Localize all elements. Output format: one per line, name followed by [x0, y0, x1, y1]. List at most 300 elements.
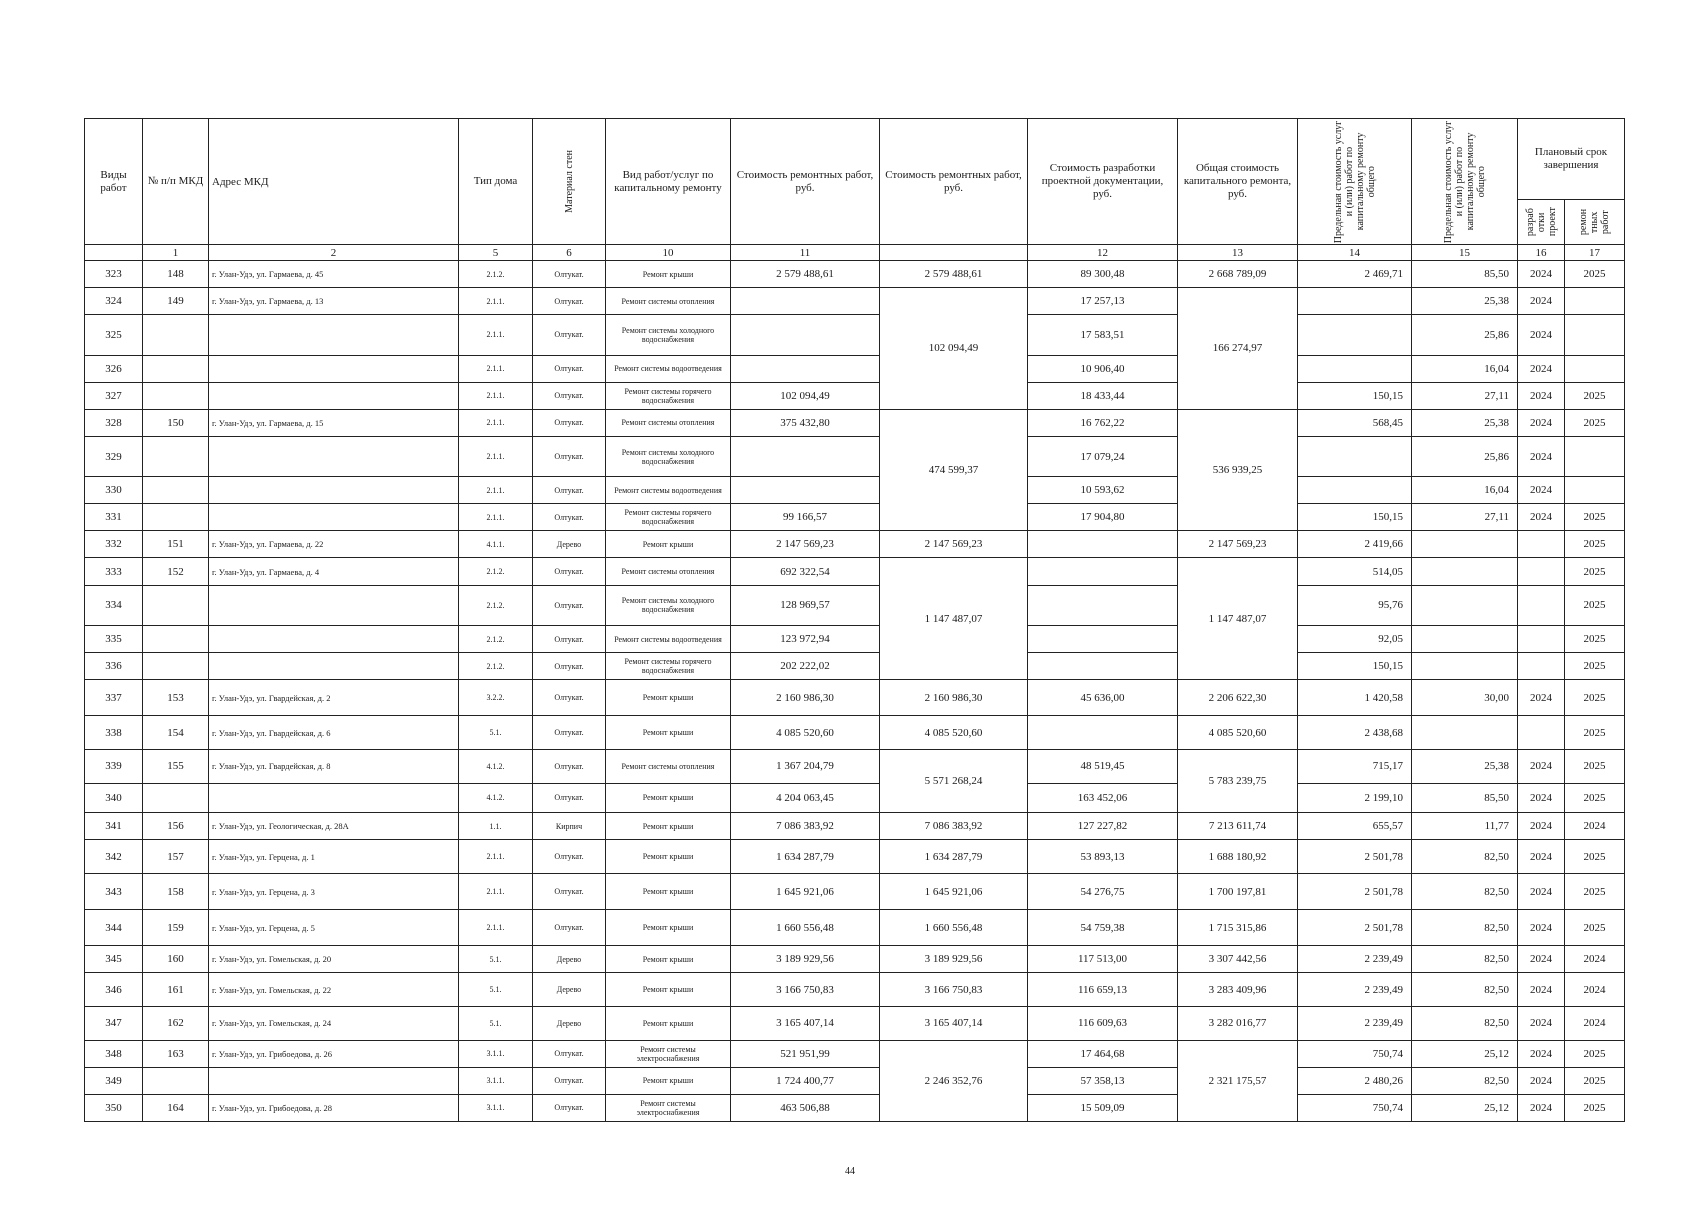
limit-cost-2: 82,50: [1412, 873, 1518, 909]
limit-cost-1: 750,74: [1298, 1094, 1412, 1121]
address: [209, 436, 459, 477]
row-number: 338: [85, 716, 143, 750]
table-row: [85, 653, 1625, 680]
table-row: [85, 382, 1625, 409]
wall-material: Олтукат.: [533, 716, 606, 750]
total-cost: 2 321 175,57: [1178, 1040, 1298, 1121]
limit-cost-1: 2 239,49: [1298, 1006, 1412, 1040]
design-cost: 117 513,00: [1028, 946, 1178, 973]
limit-cost-1: 2 480,26: [1298, 1067, 1412, 1094]
work-type: Ремонт системы отопления: [606, 409, 731, 436]
row-number: 345: [85, 946, 143, 973]
deadline-works: 2025: [1565, 716, 1625, 750]
limit-cost-1: 2 469,71: [1298, 260, 1412, 287]
deadline-design: 2024: [1518, 813, 1565, 840]
house-type: 2.1.2.: [459, 626, 533, 653]
limit-cost-2: 25,12: [1412, 1040, 1518, 1067]
house-type: 1.1.: [459, 813, 533, 840]
wall-material: Олтукат.: [533, 409, 606, 436]
design-cost: 16 762,22: [1028, 409, 1178, 436]
repair-cost: 7 086 383,92: [731, 813, 880, 840]
deadline-design: 2024: [1518, 1040, 1565, 1067]
wall-material: Олтукат.: [533, 1094, 606, 1121]
row-number: 337: [85, 680, 143, 716]
row-number: 331: [85, 504, 143, 531]
house-type: 2.1.2.: [459, 558, 533, 585]
header-adres: Адрес МКД: [209, 119, 459, 245]
wall-material: Олтукат.: [533, 910, 606, 946]
limit-cost-2: 82,50: [1412, 1067, 1518, 1094]
header-obshaya: Общая стоимость капитального ремонта, руб.: [1178, 119, 1298, 245]
deadline-works: 2024: [1565, 1006, 1625, 1040]
deadline-design: [1518, 585, 1565, 626]
deadline-design: 2024: [1518, 260, 1565, 287]
limit-cost-2: [1412, 626, 1518, 653]
address: г. Улан-Удэ, ул. Гомельская, д. 20: [209, 946, 459, 973]
wall-material: Олтукат.: [533, 260, 606, 287]
address: г. Улан-Удэ, ул. Гвардейская, д. 6: [209, 716, 459, 750]
table-row: [85, 750, 1625, 784]
design-cost: 53 893,13: [1028, 840, 1178, 874]
column-number: 6: [533, 245, 606, 261]
mkd-number: [143, 585, 209, 626]
deadline-design: [1518, 653, 1565, 680]
table-row: [85, 716, 1625, 750]
repair-cost: 1 660 556,48: [731, 910, 880, 946]
table-row: [85, 910, 1625, 946]
work-type: Ремонт крыши: [606, 946, 731, 973]
row-number: 330: [85, 477, 143, 504]
design-cost: 10 593,62: [1028, 477, 1178, 504]
limit-cost-1: [1298, 315, 1412, 356]
address: г. Улан-Удэ, ул. Герцена, д. 1: [209, 840, 459, 874]
design-cost: 48 519,45: [1028, 750, 1178, 784]
deadline-design: 2024: [1518, 840, 1565, 874]
mkd-number: 164: [143, 1094, 209, 1121]
mkd-number: 149: [143, 288, 209, 315]
total-cost: 2 668 789,09: [1178, 260, 1298, 287]
deadline-design: 2024: [1518, 504, 1565, 531]
wall-material: Олтукат.: [533, 585, 606, 626]
limit-cost-1: 2 438,68: [1298, 716, 1412, 750]
address: г. Улан-Удэ, ул. Гармаева, д. 13: [209, 288, 459, 315]
table-row: [85, 840, 1625, 874]
address: г. Улан-Удэ, ул. Герцена, д. 3: [209, 873, 459, 909]
work-type: Ремонт системы горячего водоснабжения: [606, 504, 731, 531]
row-number: 327: [85, 382, 143, 409]
row-number: 325: [85, 315, 143, 356]
page-number: 44: [845, 1166, 855, 1177]
column-number: 15: [1412, 245, 1518, 261]
deadline-works: 2024: [1565, 946, 1625, 973]
mkd-number: 162: [143, 1006, 209, 1040]
deadline-works: 2025: [1565, 585, 1625, 626]
wall-material: Олтукат.: [533, 680, 606, 716]
row-number: 328: [85, 409, 143, 436]
house-type: 2.1.1.: [459, 382, 533, 409]
limit-cost-1: 2 501,78: [1298, 910, 1412, 946]
column-number: 16: [1518, 245, 1565, 261]
mkd-number: 148: [143, 260, 209, 287]
header-srok-proekt: разраб отки проект: [1518, 200, 1565, 245]
header-stoim-proekt: Стоимость разработки проектной документации, руб.: [1028, 119, 1178, 245]
work-type: Ремонт крыши: [606, 910, 731, 946]
house-type: 2.1.1.: [459, 315, 533, 356]
column-number: 1: [143, 245, 209, 261]
total-cost: 3 283 409,96: [1178, 973, 1298, 1007]
mkd-number: [143, 1067, 209, 1094]
repair-cost-total: 474 599,37: [880, 409, 1028, 531]
row-number: 340: [85, 783, 143, 812]
limit-cost-2: [1412, 716, 1518, 750]
house-type: 3.1.1.: [459, 1040, 533, 1067]
limit-cost-2: [1412, 585, 1518, 626]
wall-material: Олтукат.: [533, 382, 606, 409]
column-number: 11: [731, 245, 880, 261]
house-type: 2.1.1.: [459, 910, 533, 946]
deadline-works: 2025: [1565, 382, 1625, 409]
mkd-number: [143, 315, 209, 356]
work-type: Ремонт системы отопления: [606, 288, 731, 315]
mkd-number: 153: [143, 680, 209, 716]
header-srok: Плановый срок завершения: [1518, 119, 1625, 200]
mkd-number: [143, 382, 209, 409]
document-page: [84, 118, 1624, 1122]
wall-material: Олтукат.: [533, 436, 606, 477]
deadline-works: [1565, 355, 1625, 382]
wall-material: Олтукат.: [533, 653, 606, 680]
total-cost: 3 307 442,56: [1178, 946, 1298, 973]
design-cost: 18 433,44: [1028, 382, 1178, 409]
mkd-number: [143, 477, 209, 504]
table-row: [85, 585, 1625, 626]
work-type: Ремонт системы электроснабжения: [606, 1094, 731, 1121]
table-row: [85, 504, 1625, 531]
design-cost: 45 636,00: [1028, 680, 1178, 716]
work-type: Ремонт крыши: [606, 1006, 731, 1040]
mkd-number: 150: [143, 409, 209, 436]
limit-cost-2: 25,86: [1412, 315, 1518, 356]
deadline-works: 2025: [1565, 531, 1625, 558]
limit-cost-1: 150,15: [1298, 504, 1412, 531]
work-type: Ремонт системы холодного водоснабжения: [606, 436, 731, 477]
limit-cost-1: 2 419,66: [1298, 531, 1412, 558]
deadline-works: 2025: [1565, 504, 1625, 531]
address: [209, 653, 459, 680]
column-number: 14: [1298, 245, 1412, 261]
work-type: Ремонт крыши: [606, 873, 731, 909]
address: г. Улан-Удэ, ул. Гармаева, д. 15: [209, 409, 459, 436]
work-type: Ремонт системы холодного водоснабжения: [606, 585, 731, 626]
address: [209, 1067, 459, 1094]
design-cost: [1028, 626, 1178, 653]
design-cost: 116 659,13: [1028, 973, 1178, 1007]
repair-cost-total: 5 571 268,24: [880, 750, 1028, 813]
design-cost: 54 759,38: [1028, 910, 1178, 946]
address: г. Улан-Удэ, ул. Геологическая, д. 28А: [209, 813, 459, 840]
deadline-works: 2025: [1565, 840, 1625, 874]
design-cost: 15 509,09: [1028, 1094, 1178, 1121]
deadline-works: [1565, 477, 1625, 504]
row-number: 342: [85, 840, 143, 874]
limit-cost-2: 82,50: [1412, 973, 1518, 1007]
column-number: 13: [1178, 245, 1298, 261]
table-row: [85, 946, 1625, 973]
work-type: Ремонт системы водоотведения: [606, 477, 731, 504]
limit-cost-2: 82,50: [1412, 946, 1518, 973]
total-cost: 5 783 239,75: [1178, 750, 1298, 813]
limit-cost-2: 16,04: [1412, 477, 1518, 504]
total-cost: 166 274,97: [1178, 288, 1298, 410]
address: г. Улан-Удэ, ул. Гармаева, д. 45: [209, 260, 459, 287]
work-type: Ремонт системы водоотведения: [606, 626, 731, 653]
row-number: 323: [85, 260, 143, 287]
repair-cost: [731, 436, 880, 477]
work-type: Ремонт системы горячего водоснабжения: [606, 382, 731, 409]
design-cost: 89 300,48: [1028, 260, 1178, 287]
limit-cost-2: 25,38: [1412, 409, 1518, 436]
deadline-works: 2025: [1565, 626, 1625, 653]
repair-cost: 1 634 287,79: [731, 840, 880, 874]
house-type: 2.1.1.: [459, 873, 533, 909]
repair-cost: 123 972,94: [731, 626, 880, 653]
column-number: [880, 245, 1028, 261]
design-cost: [1028, 653, 1178, 680]
row-number: 335: [85, 626, 143, 653]
header-tip: Тип дома: [459, 119, 533, 245]
work-type: Ремонт крыши: [606, 531, 731, 558]
wall-material: Олтукат.: [533, 840, 606, 874]
design-cost: 57 358,13: [1028, 1067, 1178, 1094]
deadline-works: 2025: [1565, 260, 1625, 287]
wall-material: Олтукат.: [533, 477, 606, 504]
row-number: 349: [85, 1067, 143, 1094]
mkd-number: [143, 436, 209, 477]
address: [209, 626, 459, 653]
wall-material: Олтукат.: [533, 1067, 606, 1094]
repair-cost: 102 094,49: [731, 382, 880, 409]
work-type: Ремонт крыши: [606, 973, 731, 1007]
row-number: 333: [85, 558, 143, 585]
work-type: Ремонт крыши: [606, 840, 731, 874]
limit-cost-2: 82,50: [1412, 840, 1518, 874]
house-type: 5.1.: [459, 1006, 533, 1040]
mkd-number: 152: [143, 558, 209, 585]
repair-cost-total: 3 165 407,14: [880, 1006, 1028, 1040]
deadline-design: [1518, 626, 1565, 653]
wall-material: Олтукат.: [533, 873, 606, 909]
limit-cost-2: 11,77: [1412, 813, 1518, 840]
mkd-number: [143, 355, 209, 382]
address: г. Улан-Удэ, ул. Грибоедова, д. 26: [209, 1040, 459, 1067]
mkd-number: [143, 626, 209, 653]
mkd-number: 154: [143, 716, 209, 750]
table-row: [85, 260, 1625, 287]
deadline-works: 2025: [1565, 680, 1625, 716]
limit-cost-1: 150,15: [1298, 382, 1412, 409]
limit-cost-1: 2 501,78: [1298, 840, 1412, 874]
deadline-design: 2024: [1518, 355, 1565, 382]
design-cost: [1028, 558, 1178, 585]
work-type: Ремонт системы отопления: [606, 558, 731, 585]
design-cost: 116 609,63: [1028, 1006, 1178, 1040]
repair-cost-total: 102 094,49: [880, 288, 1028, 410]
total-cost: 2 147 569,23: [1178, 531, 1298, 558]
table-row: [85, 436, 1625, 477]
repair-cost: 1 367 204,79: [731, 750, 880, 784]
wall-material: Дерево: [533, 946, 606, 973]
deadline-works: 2024: [1565, 813, 1625, 840]
row-number: 324: [85, 288, 143, 315]
total-cost: 3 282 016,77: [1178, 1006, 1298, 1040]
design-cost: 54 276,75: [1028, 873, 1178, 909]
wall-material: Кирпич: [533, 813, 606, 840]
header-vidy: Виды работ: [85, 119, 143, 245]
repair-cost-total: 1 645 921,06: [880, 873, 1028, 909]
house-type: 2.1.2.: [459, 260, 533, 287]
header-material: Материал стен: [533, 119, 606, 245]
header-stoim-rem: Стоимость ремонтных работ, руб.: [731, 119, 880, 245]
table-row: [85, 680, 1625, 716]
house-type: 3.1.1.: [459, 1067, 533, 1094]
row-number: 339: [85, 750, 143, 784]
address: [209, 382, 459, 409]
address: г. Улан-Удэ, ул. Грибоедова, д. 28: [209, 1094, 459, 1121]
table-row: [85, 531, 1625, 558]
table-row: [85, 1006, 1625, 1040]
row-number: 346: [85, 973, 143, 1007]
repair-cost: 692 322,54: [731, 558, 880, 585]
deadline-design: 2024: [1518, 910, 1565, 946]
work-type: Ремонт системы горячего водоснабжения: [606, 653, 731, 680]
total-cost: 2 206 622,30: [1178, 680, 1298, 716]
deadline-design: 2024: [1518, 1067, 1565, 1094]
column-number: 5: [459, 245, 533, 261]
repair-cost: 3 166 750,83: [731, 973, 880, 1007]
mkd-number: 158: [143, 873, 209, 909]
house-type: 2.1.1.: [459, 477, 533, 504]
limit-cost-2: [1412, 531, 1518, 558]
design-cost: 17 464,68: [1028, 1040, 1178, 1067]
column-number: [85, 245, 143, 261]
limit-cost-2: [1412, 653, 1518, 680]
house-type: 5.1.: [459, 973, 533, 1007]
table-row: [85, 813, 1625, 840]
deadline-design: [1518, 531, 1565, 558]
deadline-design: 2024: [1518, 288, 1565, 315]
wall-material: Дерево: [533, 531, 606, 558]
limit-cost-2: 85,50: [1412, 260, 1518, 287]
house-type: 5.1.: [459, 946, 533, 973]
header-nomer: № п/п МКД: [143, 119, 209, 245]
deadline-design: 2024: [1518, 873, 1565, 909]
design-cost: 17 079,24: [1028, 436, 1178, 477]
limit-cost-2: 85,50: [1412, 783, 1518, 812]
repair-cost-total: 2 160 986,30: [880, 680, 1028, 716]
wall-material: Олтукат.: [533, 288, 606, 315]
mkd-number: 160: [143, 946, 209, 973]
design-cost: 17 583,51: [1028, 315, 1178, 356]
house-type: 2.1.1.: [459, 840, 533, 874]
wall-material: Олтукат.: [533, 504, 606, 531]
repair-cost: [731, 477, 880, 504]
work-type: Ремонт крыши: [606, 680, 731, 716]
deadline-works: 2025: [1565, 1094, 1625, 1121]
repair-cost-total: 2 579 488,61: [880, 260, 1028, 287]
deadline-design: 2024: [1518, 409, 1565, 436]
design-cost: [1028, 585, 1178, 626]
work-type: Ремонт системы холодного водоснабжения: [606, 315, 731, 356]
limit-cost-1: 92,05: [1298, 626, 1412, 653]
house-type: 2.1.1.: [459, 355, 533, 382]
limit-cost-1: 514,05: [1298, 558, 1412, 585]
repair-cost: 99 166,57: [731, 504, 880, 531]
repair-cost: 521 951,99: [731, 1040, 880, 1067]
address: г. Улан-Удэ, ул. Гармаева, д. 4: [209, 558, 459, 585]
repair-cost-total: 1 147 487,07: [880, 558, 1028, 680]
limit-cost-2: 82,50: [1412, 1006, 1518, 1040]
deadline-design: 2024: [1518, 436, 1565, 477]
deadline-works: 2024: [1565, 973, 1625, 1007]
table-row: [85, 783, 1625, 812]
total-cost: 1 688 180,92: [1178, 840, 1298, 874]
header-pred-1: Предельная стоимость услуг и (или) работ по капитальному ремонту общего: [1298, 119, 1412, 245]
limit-cost-2: [1412, 558, 1518, 585]
address: [209, 783, 459, 812]
limit-cost-1: [1298, 436, 1412, 477]
total-cost: 1 700 197,81: [1178, 873, 1298, 909]
limit-cost-1: 2 501,78: [1298, 873, 1412, 909]
limit-cost-2: 16,04: [1412, 355, 1518, 382]
work-type: Ремонт крыши: [606, 813, 731, 840]
limit-cost-1: 2 239,49: [1298, 973, 1412, 1007]
wall-material: Олтукат.: [533, 355, 606, 382]
mkd-number: 161: [143, 973, 209, 1007]
column-number: 10: [606, 245, 731, 261]
limit-cost-2: 25,38: [1412, 750, 1518, 784]
limit-cost-1: [1298, 355, 1412, 382]
repair-cost: [731, 315, 880, 356]
limit-cost-1: 2 199,10: [1298, 783, 1412, 812]
table-row: [85, 355, 1625, 382]
table-row: [85, 477, 1625, 504]
mkd-number: 155: [143, 750, 209, 784]
address: [209, 315, 459, 356]
address: [209, 504, 459, 531]
repair-cost-total: 2 147 569,23: [880, 531, 1028, 558]
limit-cost-1: 655,57: [1298, 813, 1412, 840]
mkd-number: [143, 504, 209, 531]
row-number: 347: [85, 1006, 143, 1040]
row-number: 329: [85, 436, 143, 477]
row-number: 332: [85, 531, 143, 558]
address: [209, 355, 459, 382]
address: г. Улан-Удэ, ул. Гомельская, д. 22: [209, 973, 459, 1007]
row-number: 350: [85, 1094, 143, 1121]
work-type: Ремонт крыши: [606, 1067, 731, 1094]
house-type: 2.1.1.: [459, 288, 533, 315]
table-row: [85, 409, 1625, 436]
house-type: 2.1.1.: [459, 409, 533, 436]
row-number: 344: [85, 910, 143, 946]
row-number: 326: [85, 355, 143, 382]
repair-cost: 4 085 520,60: [731, 716, 880, 750]
row-number: 341: [85, 813, 143, 840]
repair-cost-total: 7 086 383,92: [880, 813, 1028, 840]
repair-cost: 3 165 407,14: [731, 1006, 880, 1040]
address: [209, 477, 459, 504]
deadline-design: [1518, 716, 1565, 750]
